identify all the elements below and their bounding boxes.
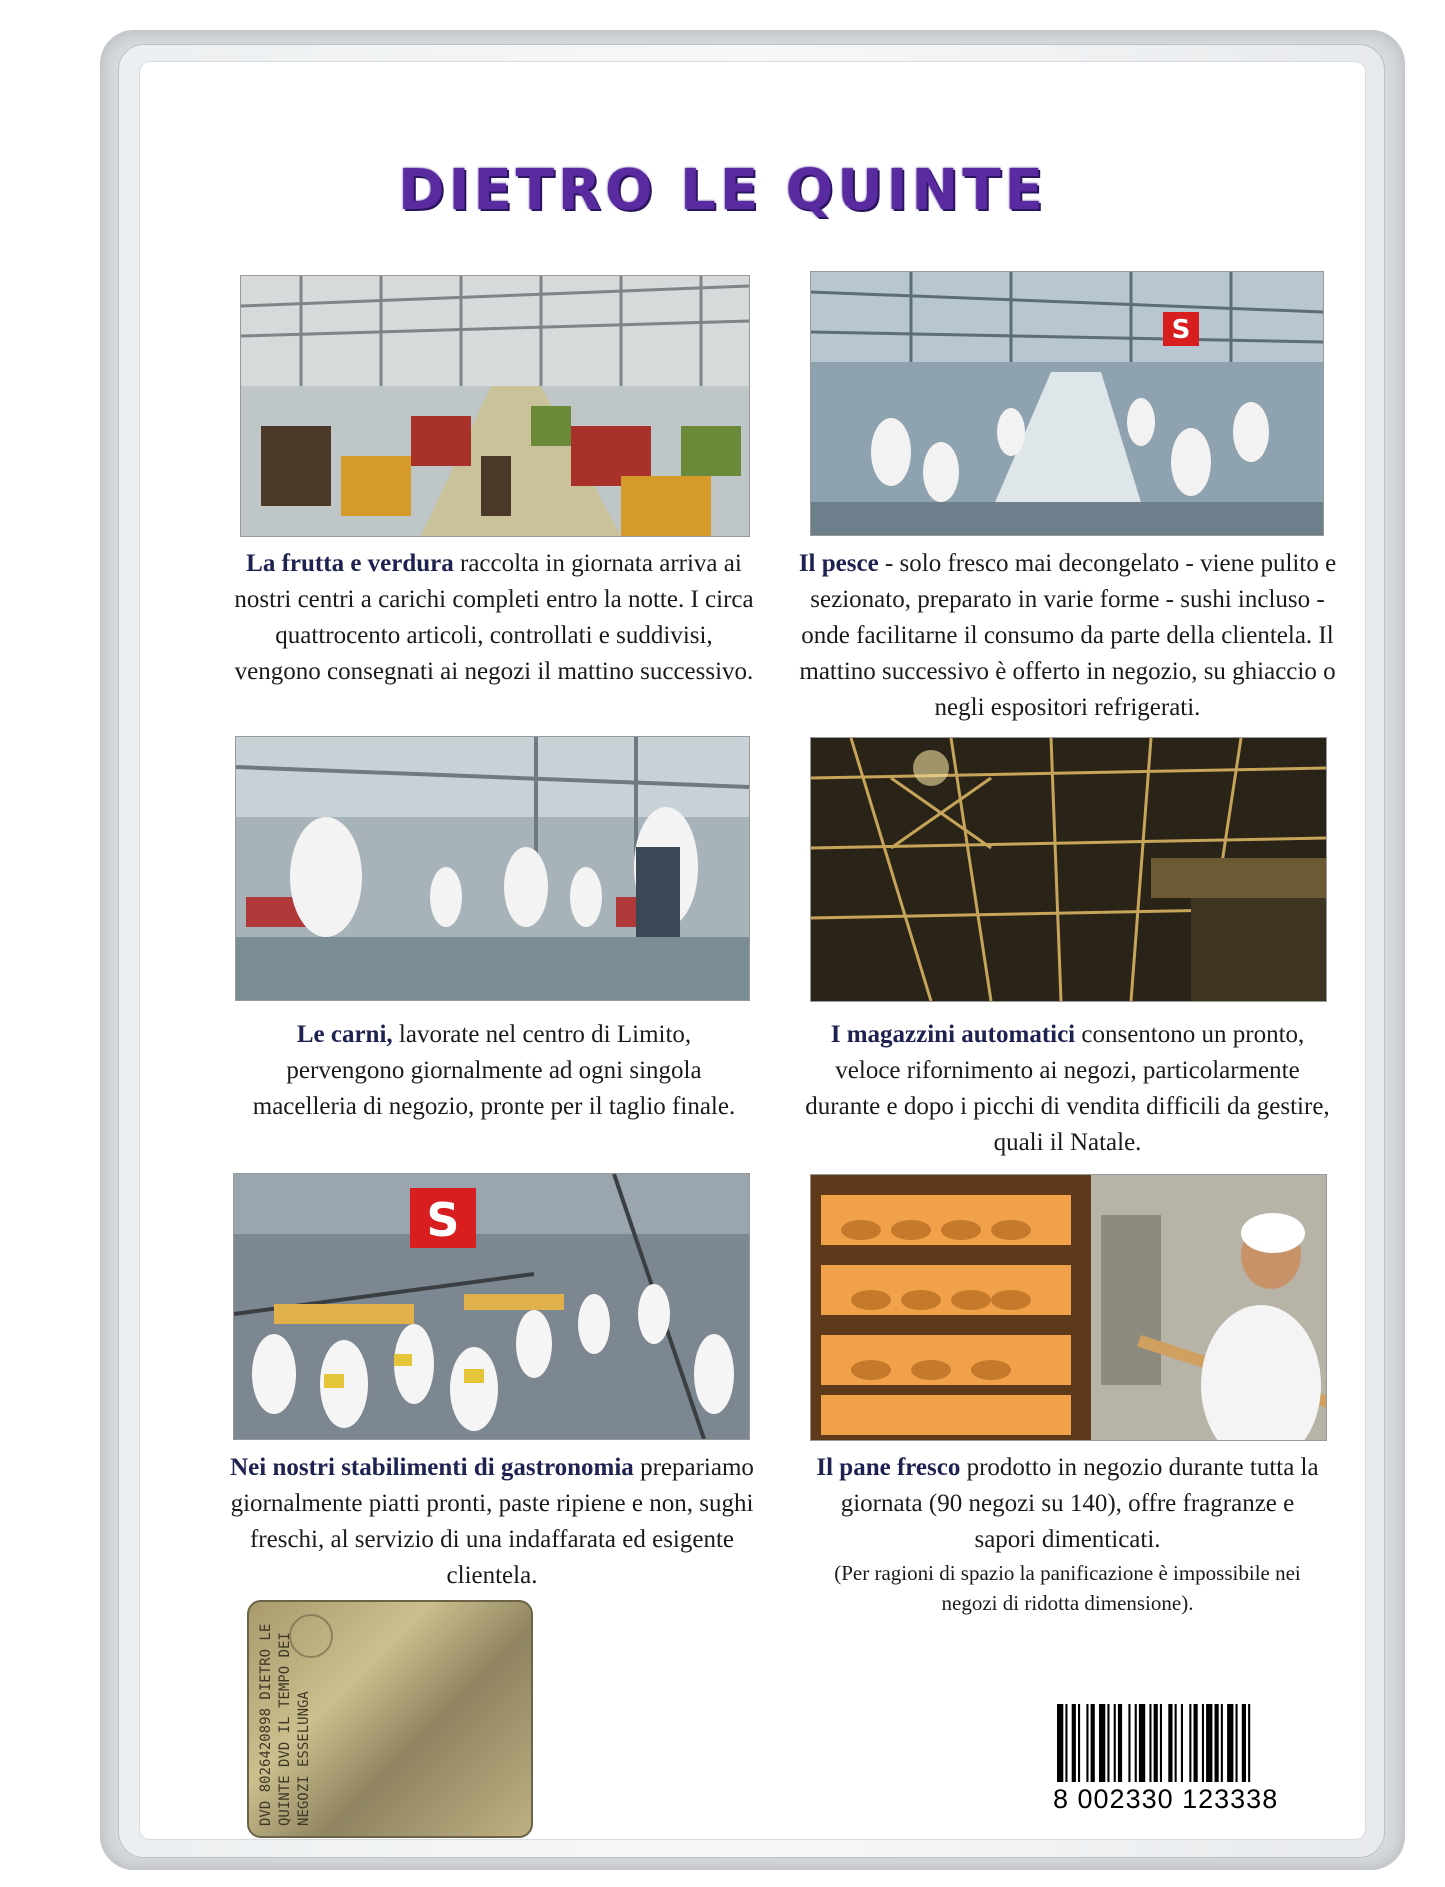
caption-pane-note: (Per ragioni di spazio la panificazione è impossibile nei negozi di ridotta dimensione). <box>834 1561 1301 1615</box>
barcode <box>1053 1704 1343 1814</box>
barcode-number: 8 002330 123338 <box>1053 1784 1279 1814</box>
caption-frutta <box>230 546 758 690</box>
caption-pesce-text: - solo fresco mai decongelato - viene pulito e sezionato, preparato in varie forme - sushi incluso - onde facilitarne il consumo da parte della clientela. Il mattino successivo è offerto in negozio, su ghiaccio o negli espositori refrigerati. <box>799 550 1337 721</box>
bread-oven-photo <box>810 1174 1327 1441</box>
caption-carni <box>240 1017 748 1125</box>
caption-frutta-bold: La frutta e verdura <box>246 550 454 577</box>
svg-text:S: S <box>1171 315 1191 345</box>
page-title: DIETRO LE QUINTE <box>398 158 1047 223</box>
svg-text:S: S <box>426 1193 460 1247</box>
caption-magazzini <box>800 1017 1335 1161</box>
caption-carni-bold: Le carni, <box>296 1021 393 1048</box>
caption-gastronomia-text: prepariamo giornalmente piatti pronti, paste ripiene e non, sughi freschi, al servizio di una indaffarata ed esigente clientela. <box>230 1454 754 1589</box>
caption-magazzini-bold: I magazzini automatici <box>830 1021 1076 1048</box>
fish-processing-photo <box>810 271 1324 536</box>
caption-carni-text: lavorate nel centro di Limito, pervengono giornalmente ad ogni singola macelleria di negozio, pronte per il taglio finale. <box>252 1021 736 1120</box>
caption-frutta-text: raccolta in giornata arriva ai nostri centri a carichi completi entro la notte. I circa quattrocento articoli, controllati e suddivisi, vengono consegnati ai negozi il mattino successivo. <box>234 550 754 685</box>
caption-pesce-bold: Il pesce <box>798 550 879 577</box>
sticker-text: DVD 8026420898 DIETRO LE QUINTE DVD IL TEMPO DEI NEGOZI ESSELUNGA <box>258 1623 312 1826</box>
caption-gastronomia-bold: Nei nostri stabilimenti di gastronomia <box>230 1454 634 1481</box>
automated-warehouse-photo <box>810 737 1327 1002</box>
hologram-sticker <box>247 1600 533 1838</box>
caption-pane-text: prodotto in negozio durante tutta la giornata (90 negozi su 140), offre fragranze e sapori dimenticati. <box>840 1454 1319 1553</box>
caption-pane-bold: Il pane fresco <box>816 1454 961 1481</box>
produce-warehouse-photo <box>240 275 750 537</box>
gastronomy-plant-photo <box>233 1173 750 1440</box>
meat-processing-photo <box>235 736 750 1001</box>
caption-gastronomia <box>222 1450 762 1594</box>
barcode-icon <box>1053 1704 1343 1782</box>
caption-magazzini-text: consentono un pronto, veloce rifornimento ai negozi, particolarmente durante e dopo i picchi di vendita difficili da gestire, quali il Natale. <box>805 1021 1330 1156</box>
caption-pane <box>810 1450 1325 1618</box>
caption-pesce <box>795 546 1340 726</box>
